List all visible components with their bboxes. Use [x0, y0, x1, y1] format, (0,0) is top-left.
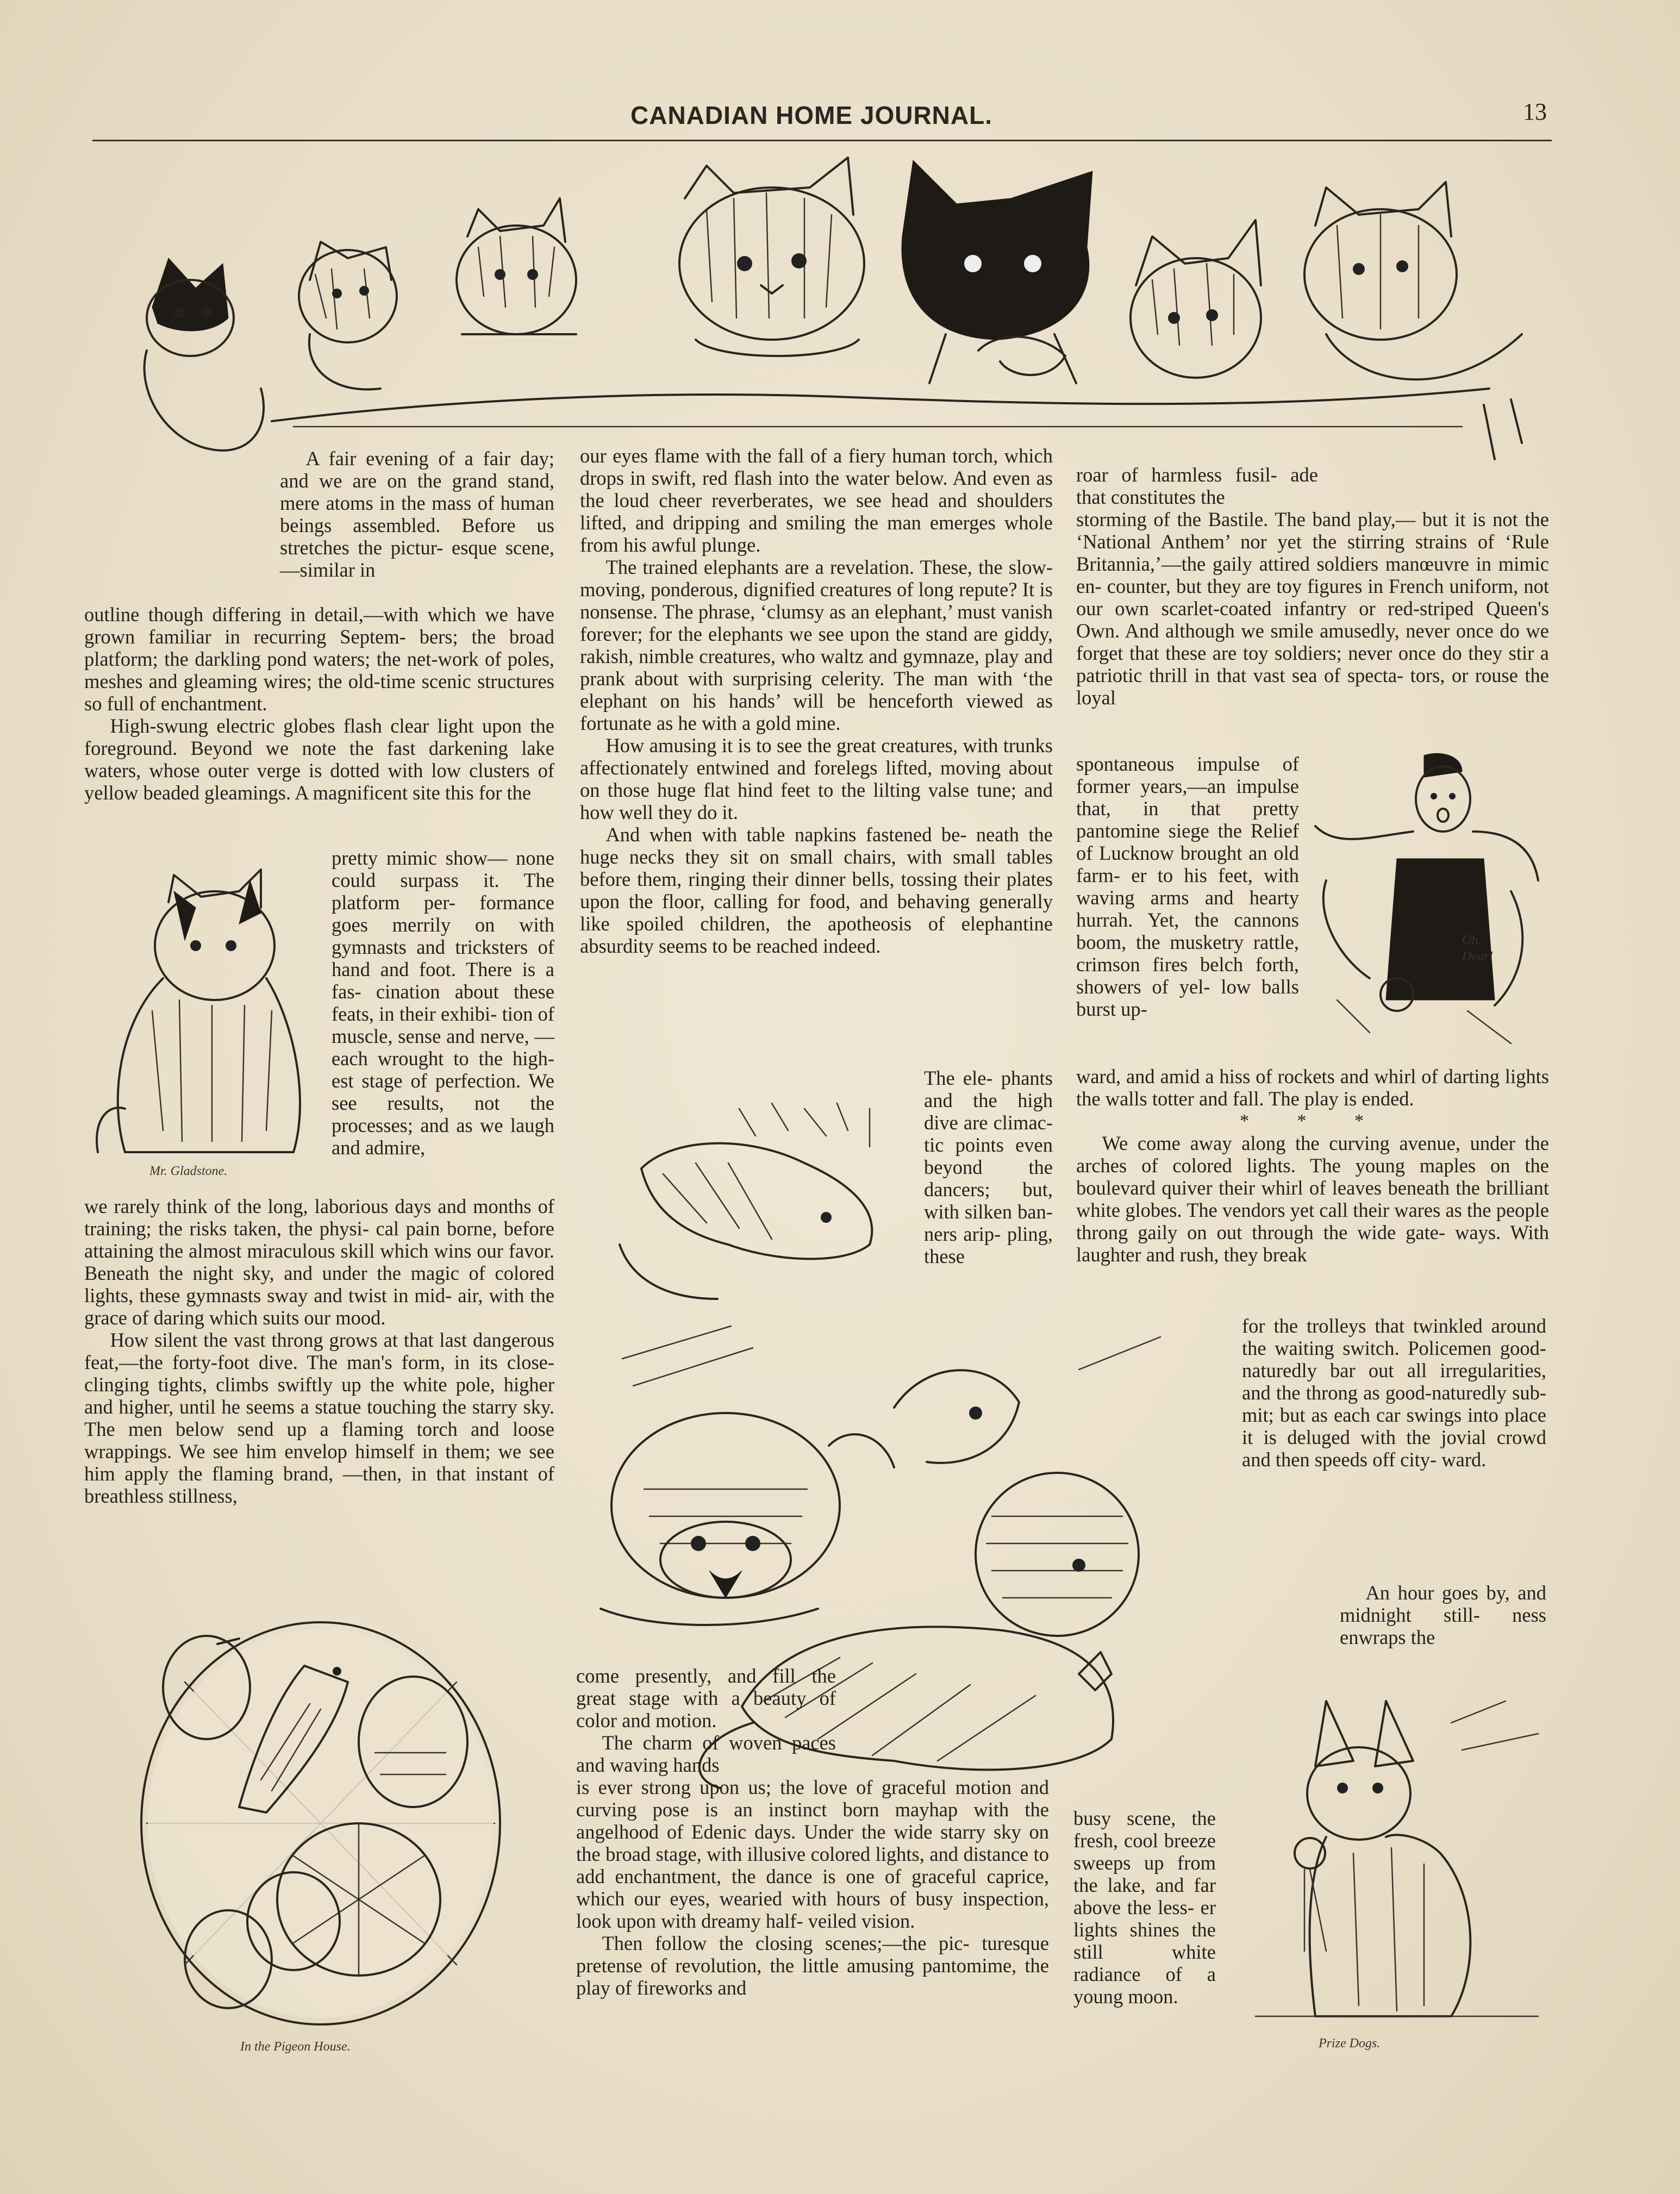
page-number: 13 — [1523, 98, 1547, 125]
pigeon-house-illustration — [130, 1617, 511, 2035]
pigeon-house-caption: In the Pigeon House. — [240, 2040, 351, 2054]
col2-text-b: is ever strong upon us; the love of graceful motion and curving pose is an instinct born mayhap with the angelhood of Edenic days. Under the wide starry sky on the broad stage, with illusive colored lights, and distance to add enchantment, the dance is one of graceful caprice, which our eyes, wearied with hours of busy inspection, look upon with dreamy half- veiled vision. Then follow the closing scenes;—the pic- turesque pretense of revolution, the little amusing pantomime, the play of fireworks and — [576, 1776, 1049, 1999]
col3-top-wrap: roar of harmless fusil- ade that constitutes the — [1076, 464, 1318, 508]
section-break-stars: * * * — [1240, 1111, 1385, 1131]
gladstone-caption: Mr. Gladstone. — [149, 1164, 228, 1178]
col1-text-a: outline though differing in detail,—with which we have grown familiar in recurring Septem- bers; the broad platform; the darkling pond waters; the net-work of poles, meshes and gleaming wires; the old-time scenic structures so full of enchantment. High-swung electric globes flash clear light upon the foreground. Beyond we note the fast darkening lake waters, whose outer verge is dotted with low clusters of yellow beaded gleamings. A magnificent site this for the — [84, 603, 554, 804]
cat-1-icon — [145, 258, 264, 451]
col3-wrapped-text-2: for the trolleys that twinkled around the waiting switch. Policemen good-naturedly bar out all irregularities, and the throng as good-naturedly sub- mit; but as each car swings into place it is deluged with the jovial crowd and then speeds off city- ward. — [1242, 1315, 1546, 1471]
col3-wrapped-text-3: An hour goes by, and midnight still- ness enwraps the — [1340, 1582, 1546, 1648]
prize-dogs-caption: Prize Dogs. — [1319, 2036, 1381, 2051]
page-header-title: CANADIAN HOME JOURNAL. — [630, 101, 992, 129]
cats-banner-illustration — [130, 155, 1533, 459]
col1-intro-text: A fair evening of a fair day; and we are on the grand stand, mere atoms in the mass of human beings assembled. Before us stretches the pictur- esque scene,—similar in — [280, 447, 554, 581]
pug-dog-icon — [601, 1413, 840, 1625]
dog-lying-icon — [829, 1370, 1019, 1467]
cat-7-icon — [1304, 182, 1522, 459]
col3-text-b: ward, and amid a hiss of rockets and whirl of darting lights the walls totter and fall. The play is ended. * * * We come away along the curving avenue, under the arches of colored lights. The young maples on the boulevard quiver their whirl of leaves beneath the brilliant white globes. The vendors yet call their wares as the people throng gaily on out through the wide gate- ways. With laughter and rush, they break — [1076, 1065, 1549, 1266]
col2-lower-wrap: come presently, and fill the great stage with a beauty of color and motion. The charm of woven paces and waving hands — [576, 1665, 836, 1776]
cat-3-icon — [457, 198, 576, 334]
col3-lower-text: busy scene, the fresh, cool breeze sweeps up from the lake, and far above the less- er lights shines the still white radiance of a young moon. — [1073, 1807, 1216, 2008]
header-rule — [92, 140, 1552, 141]
col1-text-b: we rarely think of the long, laborious days and months of training; the risks taken, the physi- cal pain borne, before attaining the almost miraculous skill which wins our favor. Beneath the night sky, and under the magic of colored lights, these gymnasts sway and twist in mid- air, with the grace of daring which suits our mood. How silent the vast throng grows at that last dangerous feat,—the forty-foot dive. The man's form, in its close-clinging tights, climbs swiftly up the white pole, higher and higher, until he seems a statue touching the starry sky. The men below send up a flaming torch and loose wrappings. We see him envelop himself in them; we see him apply the flaming brand, —then, in that instant of breathless stillness, — [84, 1195, 554, 1507]
col1-wrapped-text: pretty mimic show— none could surpass it. The platform per- formance goes merrily on with gymnasts and tricksters of hand and foot. There is a fas- cination about these feats, in their exhibi- tion of muscle, sense and nerve, — each wrought to the high- est stage of perfection. We see results, not the processes; and as we laugh and admire, — [332, 847, 554, 1159]
cat-5-black-icon — [902, 160, 1092, 383]
mr-gladstone-cat-illustration — [87, 870, 326, 1163]
col3-wrapped-text: spontaneous impulse of former years,—an impulse that, in that pretty pantomine siege the Relief of Lucknow brought an old farm- er to his feet, with waving arms and hearty hurrah. Yet, the cannons boom, the musketry rattle, crimson fires belch forth, showers of yel- low balls burst up- — [1076, 753, 1299, 1020]
cat-4-icon — [679, 158, 864, 356]
oh-dear-figure-illustration — [1304, 750, 1544, 1054]
col2-text-a: our eyes flame with the fall of a fiery human torch, which drops in swift, red flash into the water below. And even as the loud cheer reverberates, we see head and shoulders lifted, and dripping and smiling the man emerges whole from his awful plunge. The trained elephants are a revelation. These, the slow-moving, ponderous, dignified creatures of long repute? It is nonsense. The phrase, ‘clumsy as an elephant,’ must vanish forever; for the elephants we see upon the stand are giddy, rakish, nimble creatures, who waltz and gymnaze, play and prank about with surprising celerity. The man with ‘the elephant on his hands’ will be henceforth viewed as fortunate as he with a gold mine. How amusing it is to see the great creatures, with trunks affectionately entwined and forelegs lifted, moving about on those huge flat hind feet to the lilting valse tune; and how well they do it. And when with table napkins fastened be- neath the huge necks they sit on small chairs, with small tables before them, ringing their dinner bells, tossing their plates upon the floor, calling for food, and behaving generally like spoiled children, the apotheosis of elephantine absurdity seems to be reached indeed. — [580, 445, 1053, 957]
sketched-dog-illustration — [609, 1103, 924, 1304]
cat-6-icon — [1131, 220, 1261, 378]
col3-text-a: storming of the Bastile. The band play,— but it is not the ‘National Anthem’ nor yet the stirring strains of ‘Rule Britannia,’—the gaily attired soldiers manœuvre in mimic en- counter, but they are toy figures in French uniform, not our own scarlet-coated infantry or red-striped Queen's Own. And although we smile amusedly, never once do we forget that these are toy soldiers; never once do they stir a patriotic thrill in that vast sea of specta- tors, or rouse the loyal — [1076, 508, 1549, 709]
prize-dog-illustration — [1245, 1690, 1549, 2038]
cat-2-icon — [299, 242, 397, 390]
col2-wrapped-text: The ele- phants and the high dive are climac- tic points even beyond the dancers; but, with silken ban- ners arip- pling, these — [924, 1067, 1053, 1267]
oh-dear-caption: Oh, Dear! — [1462, 933, 1494, 964]
